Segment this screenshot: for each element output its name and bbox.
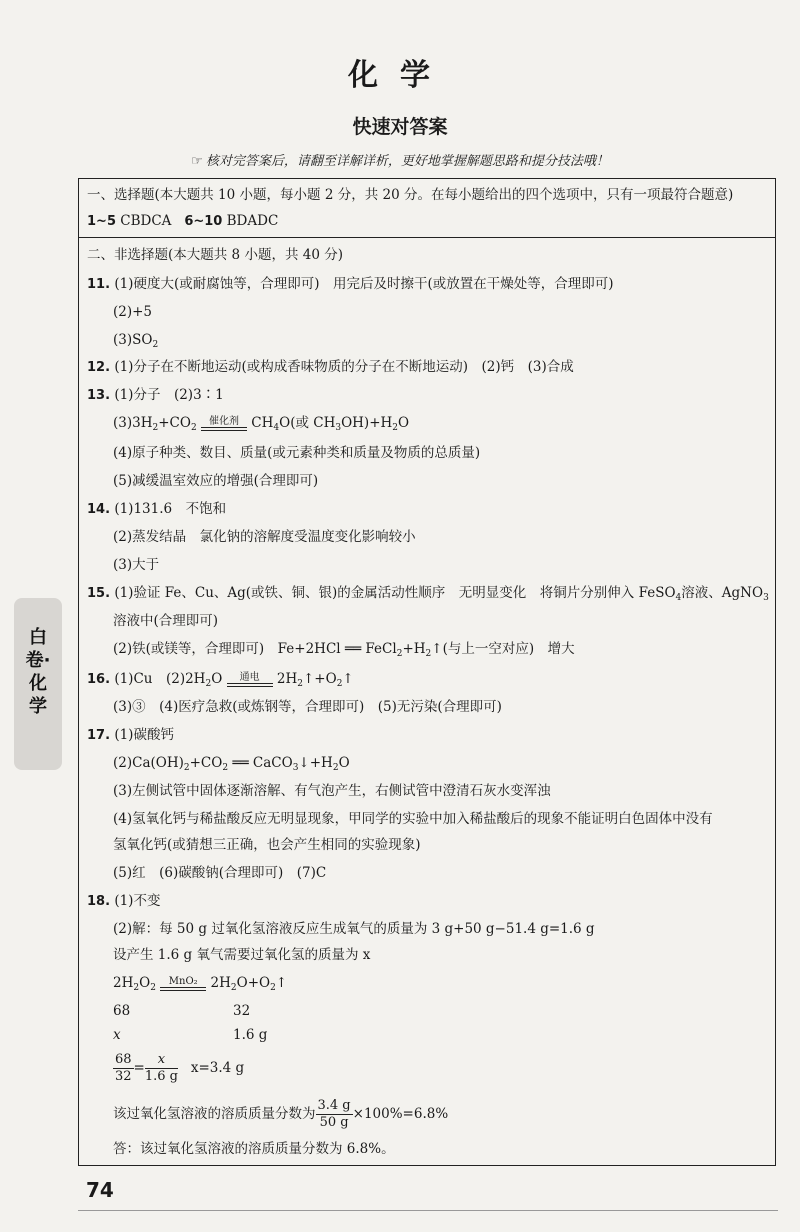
q18-mass-4: 1.6 g: [233, 1027, 268, 1043]
subscript: 2: [190, 423, 197, 433]
q15-line1: [87, 583, 769, 608]
q16-line2: (3)③ (4)医疗急救(或炼钢等，合理即可) (5)无污染(合理即可): [113, 699, 502, 715]
subscript: 3: [763, 593, 769, 603]
eq-part: O: [338, 755, 350, 771]
ratio-frac-1: [113, 1052, 134, 1085]
subscript: 3: [335, 423, 342, 433]
q11-line2: (2)+5: [113, 304, 153, 320]
q17-line1: [87, 725, 174, 746]
range-1-5: 1~5: [87, 214, 116, 229]
page-number: 74: [86, 1178, 114, 1202]
eq-part: 2H: [113, 975, 134, 991]
q13-p1: (1)分子 (2)3∶1: [114, 387, 224, 403]
q-num: 15.: [87, 586, 111, 601]
q14-line2: (2)蒸发结晶 氯化钠的溶解度受温度变化影响较小: [113, 529, 416, 545]
eq-part: +CO: [189, 755, 223, 771]
condition-text: 通电: [239, 672, 260, 683]
eq-part: (2)Ca(OH): [113, 755, 184, 771]
eq-part: (3)3H: [113, 415, 153, 431]
q18-mass-3: x: [113, 1027, 121, 1043]
q-num: 11.: [87, 277, 111, 292]
equal-bar: [201, 427, 247, 431]
footer-rule: [78, 1210, 778, 1211]
q18-mass-1: 68: [113, 1003, 131, 1019]
subscript: 2: [183, 763, 190, 773]
q18-line3: 设产生 1.6 g 氧气需要过氧化氢的质量为 x: [113, 947, 371, 963]
section1-answers: [87, 211, 278, 232]
subscript: 2: [205, 679, 212, 689]
mass-fraction: [316, 1098, 353, 1131]
eq-part: 2H: [210, 975, 231, 991]
equals: =: [133, 1060, 145, 1076]
answer-box: [78, 178, 776, 1166]
side-tab-label: 白卷·化学: [25, 627, 51, 717]
q18-line2: (2)解：每 50 g 过氧化氢溶液反应生成氧气的质量为 3 g+50 g−51.4 g=1.6 g: [113, 921, 595, 937]
pointing-hand-icon: ☞: [191, 154, 203, 169]
equal-bar: [227, 683, 273, 687]
answers-6-10: BDADC: [226, 213, 279, 229]
q15-p2b: +H: [402, 641, 426, 657]
reaction-condition: [201, 416, 247, 431]
numerator: x: [145, 1052, 178, 1069]
q11-line1: [87, 274, 614, 295]
eq-part: ↑: [342, 671, 354, 687]
q18-fraction: [113, 1097, 448, 1131]
subscript: 4: [273, 423, 280, 433]
q15-line2: [113, 639, 575, 664]
eq-part: CH: [251, 415, 274, 431]
subscript: 2: [396, 649, 403, 659]
section2-heading: 二、非选择题(本大题共 8 小题，共 40 分): [87, 247, 343, 263]
tip-text: 核对完答案后，请翻至详解详析，更好地掌握解题思路和提分技法哦！: [205, 154, 609, 169]
fraction-suffix: ×100%=6.8%: [352, 1106, 449, 1122]
numerator: 3.4 g: [317, 1098, 351, 1113]
numerator: 68: [115, 1052, 132, 1067]
denominator: 1.6 g: [144, 1069, 178, 1084]
q18-ratio: [113, 1051, 244, 1085]
subscript: 2: [336, 679, 343, 689]
range-6-10: 6~10: [184, 214, 223, 229]
eq-part: O: [139, 975, 151, 991]
equal-bar: [160, 987, 206, 991]
subscript: 2: [222, 763, 229, 773]
eq-part: ↑+O: [302, 671, 337, 687]
fraction-prefix: 该过氧化氢溶液的溶质质量分数为: [113, 1106, 316, 1122]
q-num: 14.: [87, 502, 111, 517]
reaction-condition: [160, 976, 206, 991]
eq-part: ══ CaCO: [228, 755, 293, 771]
q14-line1: [87, 499, 226, 520]
eq-part: +CO: [158, 415, 191, 431]
section1-heading: 一、选择题(本大题共 10 小题，每小题 2 分，共 20 分。在每小题给出的四个选项中，只有一项最符合题意): [87, 187, 734, 203]
q15-p2: (2)铁(或镁等，合理即可) Fe+2HCl ══ FeCl: [113, 641, 397, 657]
side-tab: [14, 598, 62, 770]
q11-line3: [113, 330, 158, 355]
q-num: 12.: [87, 360, 111, 375]
subscript: 2: [150, 983, 156, 993]
page-subtitle: 快速对答案: [352, 116, 448, 138]
q11-p3: (3)SO: [113, 332, 153, 348]
q17-line4b: 氢氧化钙(或猜想三正确，也会产生相同的实验现象): [113, 837, 421, 853]
subscript: 4: [675, 593, 682, 603]
eq-part: (1)Cu (2)2H: [114, 671, 206, 687]
q18-equation: [113, 973, 287, 998]
condition-text: 催化剂: [208, 416, 239, 427]
q15-p1b: 溶液、AgNO: [681, 585, 764, 601]
denominator: 50 g: [319, 1115, 349, 1130]
condition-text: MnO₂: [168, 976, 198, 987]
ratio-result: x=3.4 g: [190, 1060, 245, 1076]
q18-line1: [87, 891, 160, 912]
q-num: 13.: [87, 388, 111, 403]
q18-answer: 答：该过氧化氢溶液的溶质质量分数为 6.8%。: [113, 1141, 395, 1157]
q-num: 16.: [87, 672, 111, 687]
q12-line1: [87, 357, 574, 378]
eq-part: O: [398, 415, 410, 431]
q17-line2: [113, 753, 350, 778]
subscript: 2: [270, 983, 276, 993]
q-num: 18.: [87, 894, 111, 909]
subscript: 3: [292, 763, 299, 773]
eq-part: O: [211, 671, 223, 687]
eq-part: O+O: [236, 975, 271, 991]
subscript: 2: [297, 679, 303, 689]
q15-p1: (1)验证 Fe、Cu、Ag(或铁、铜、银)的金属活动性顺序 无明显变化 将铜片分别伸入 FeSO: [114, 585, 676, 601]
q18-p1: (1)不变: [114, 893, 161, 909]
q12-p1: (1)分子在不断地运动(或构成香味物质的分子在不断地运动) (2)钙 (3)合成: [114, 359, 574, 375]
q-num: 17.: [87, 728, 111, 743]
denominator: 32: [115, 1069, 132, 1084]
tip-line: [0, 150, 800, 169]
subscript: 2: [425, 649, 432, 659]
page-title: 化学: [348, 58, 452, 93]
eq-part: OH)+H: [341, 415, 393, 431]
section-choice: [79, 179, 775, 238]
answers-1-5: CBDCA: [120, 213, 172, 229]
q11-p1: (1)硬度大(或耐腐蚀等，合理即可) 用完后及时擦干(或放置在干燥处等，合理即可): [114, 276, 614, 292]
q17-line4: (4)氢氧化钙与稀盐酸反应无明显现象，甲同学的实验中加入稀盐酸后的现象不能证明白色固体中没有: [113, 811, 713, 827]
subscript: 2: [230, 983, 237, 993]
q17-line5: (5)红 (6)碳酸钠(合理即可) (7)C: [113, 865, 327, 881]
q13-line5: (5)减缓温室效应的增强(合理即可): [113, 473, 319, 489]
ratio-frac-2: [145, 1052, 178, 1085]
eq-part: ↑: [275, 975, 288, 991]
q15-p2c: ↑(与上一空对应) 增大: [431, 641, 575, 657]
subscript: 2: [133, 983, 140, 993]
q13-line4: (4)原子种类、数目、质量(或元素种类和质量及物质的总质量): [113, 445, 481, 461]
q17-line3: (3)左侧试管中固体逐渐溶解、有气泡产生，右侧试管中澄清石灰水变浑浊: [113, 783, 551, 799]
subscript: 2: [152, 423, 159, 433]
q13-line3: [113, 413, 409, 438]
q14-p1: (1)131.6 不饱和: [114, 501, 227, 517]
q14-line3: (3)大于: [113, 557, 160, 573]
q15-line1b: 溶液中(合理即可): [113, 613, 219, 629]
subscript: 2: [332, 763, 339, 773]
subscript: 2: [152, 340, 159, 350]
q17-p1: (1)碳酸钙: [114, 727, 174, 743]
eq-part: 2H: [276, 671, 298, 687]
q16-line1: [87, 669, 354, 694]
q18-mass-2: 32: [233, 1003, 251, 1019]
eq-part: O(或 CH: [279, 415, 336, 431]
q13-line1: [87, 385, 224, 406]
reaction-condition: [227, 672, 273, 687]
subscript: 2: [392, 423, 399, 433]
eq-part: ↓+H: [298, 755, 333, 771]
